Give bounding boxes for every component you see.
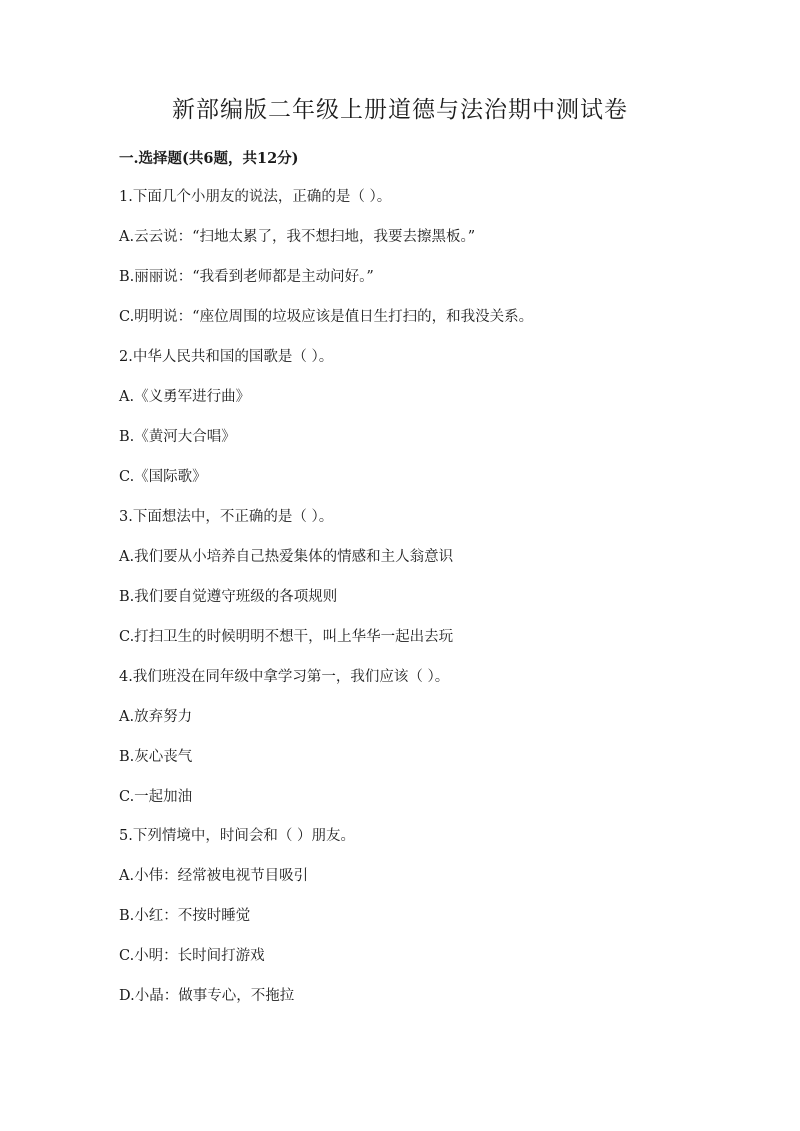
question-3-option-b: B.我们要自觉遵守班级的各项规则 [119, 589, 338, 605]
question-1: 1.下面几个小朋友的说法，正确的是（ ）。 [119, 189, 392, 205]
question-4-option-c: C.一起加油 [119, 789, 193, 805]
question-1-option-a: A.云云说：“扫地太累了，我不想扫地，我要去擦黑板。” [119, 229, 476, 245]
question-5-option-a: A.小伟：经常被电视节目吸引 [119, 868, 309, 884]
question-3: 3.下面想法中，不正确的是（ ）。 [119, 509, 334, 525]
question-4-option-a: A.放弃努力 [119, 709, 193, 725]
question-5-option-d: D.小晶：做事专心，不拖拉 [119, 988, 295, 1004]
question-4-option-b: B.灰心丧气 [119, 749, 193, 765]
question-5-option-c: C.小明：长时间打游戏 [119, 948, 265, 964]
question-3-option-c: C.打扫卫生的时候明明不想干，叫上华华一起出去玩 [119, 629, 454, 645]
question-2-option-c: C.《国际歌》 [119, 469, 207, 485]
question-4: 4.我们班没在同年级中拿学习第一，我们应该（ ）。 [119, 669, 450, 685]
question-5: 5.下列情境中，时间会和（ ）朋友。 [119, 828, 355, 844]
page-title: 新部编版二年级上册道德与法治期中测试卷 [172, 97, 628, 123]
question-3-option-a: A.我们要从小培养自己热爱集体的情感和主人翁意识 [119, 549, 454, 565]
question-2: 2.中华人民共和国的国歌是（ ）。 [119, 349, 334, 365]
question-2-option-b: B.《黄河大合唱》 [119, 429, 236, 445]
question-1-option-b: B.丽丽说：“我看到老师都是主动问好。” [119, 269, 374, 285]
section-heading: 一.选择题(共6题，共12分) [119, 150, 299, 167]
question-5-option-b: B.小红：不按时睡觉 [119, 908, 251, 924]
question-1-option-c: C.明明说：“座位周围的垃圾应该是值日生打扫的，和我没关系。 [119, 309, 534, 325]
question-2-option-a: A.《义勇军进行曲》 [119, 389, 251, 405]
